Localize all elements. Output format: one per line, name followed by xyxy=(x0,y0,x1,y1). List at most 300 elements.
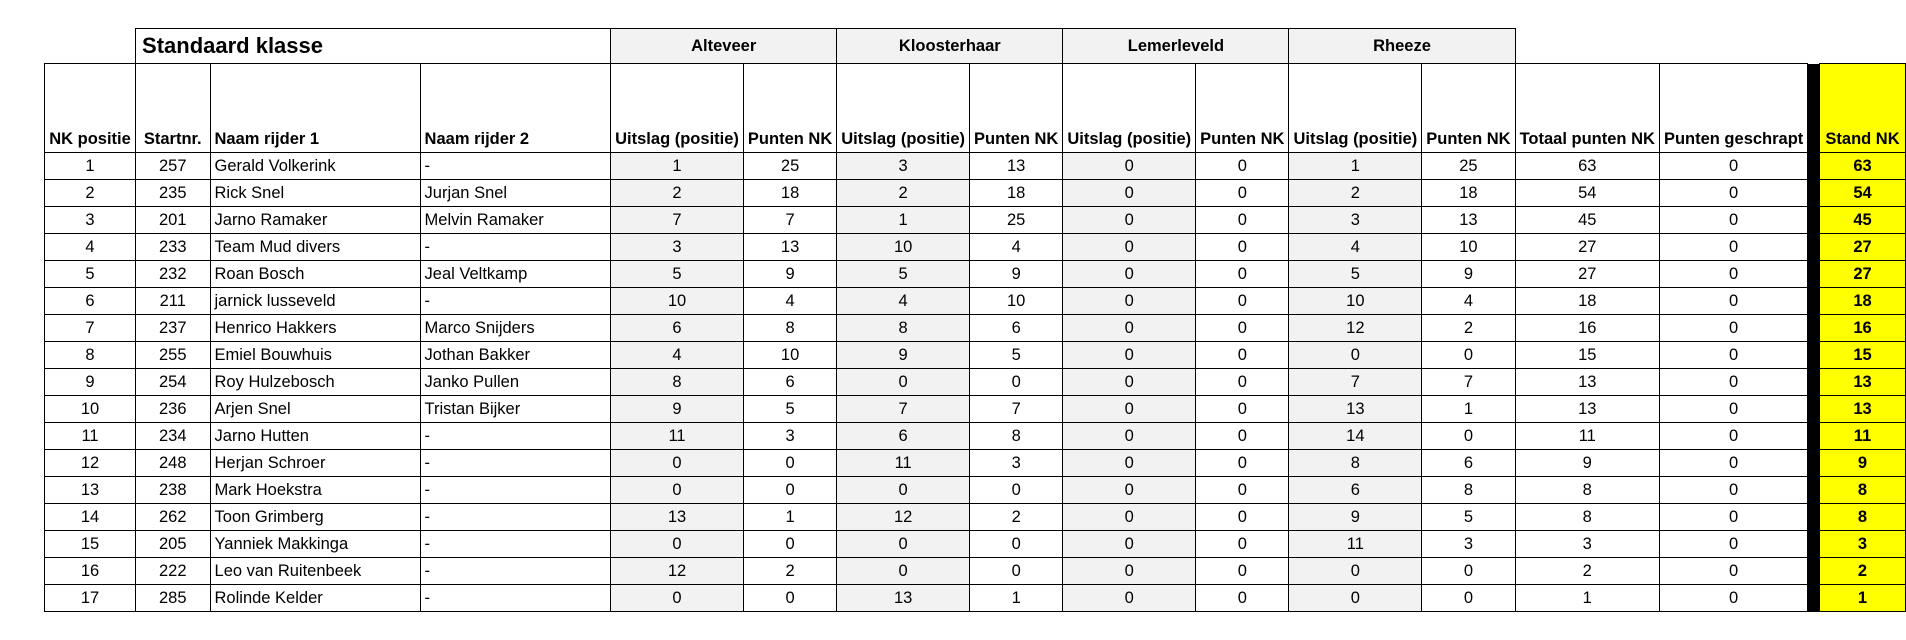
alteveer-punten-cell: 6 xyxy=(743,369,836,396)
rider2-cell: - xyxy=(420,288,611,315)
table-row xyxy=(45,234,1906,261)
rheeze-punten-cell: 9 xyxy=(1422,261,1515,288)
table-row xyxy=(45,450,1906,477)
kloosterhaar-uitslag-cell: 0 xyxy=(837,477,970,504)
rider1-cell: Jarno Hutten xyxy=(210,423,420,450)
kloosterhaar-uitslag-cell: 6 xyxy=(837,423,970,450)
kloosterhaar-punten-cell: 8 xyxy=(970,423,1063,450)
kloosterhaar-punten-cell: 3 xyxy=(970,450,1063,477)
black-divider xyxy=(1808,234,1820,261)
startnr-cell: 205 xyxy=(136,531,211,558)
rheeze-punten-cell: 10 xyxy=(1422,234,1515,261)
rider2-cell: - xyxy=(420,234,611,261)
table-row xyxy=(45,369,1906,396)
rheeze-punten-cell: 5 xyxy=(1422,504,1515,531)
startnr-cell: 211 xyxy=(136,288,211,315)
rider1-cell: Yanniek Makkinga xyxy=(210,531,420,558)
kloosterhaar-uitslag-cell: 11 xyxy=(837,450,970,477)
alteveer-uitslag-cell: 0 xyxy=(611,477,744,504)
black-divider xyxy=(1808,531,1820,558)
header-uitslag: Uitslag (positie) xyxy=(1063,64,1196,153)
rider1-cell: Henrico Hakkers xyxy=(210,315,420,342)
nk-positie-cell: 9 xyxy=(45,369,136,396)
nk-positie-cell: 10 xyxy=(45,396,136,423)
rheeze-uitslag-cell: 8 xyxy=(1289,450,1422,477)
startnr-cell: 255 xyxy=(136,342,211,369)
totaal-cell: 18 xyxy=(1515,288,1659,315)
rider2-cell: Tristan Bijker xyxy=(420,396,611,423)
rheeze-punten-cell: 4 xyxy=(1422,288,1515,315)
table-row xyxy=(45,423,1906,450)
stand-nk-cell: 15 xyxy=(1820,342,1906,369)
lemerleveld-punten-cell: 0 xyxy=(1196,369,1289,396)
table-row xyxy=(45,342,1906,369)
rheeze-uitslag-cell: 3 xyxy=(1289,207,1422,234)
rheeze-punten-cell: 0 xyxy=(1422,558,1515,585)
black-divider xyxy=(1808,369,1820,396)
geschrapt-cell: 0 xyxy=(1659,261,1807,288)
totaal-cell: 27 xyxy=(1515,261,1659,288)
nk-positie-cell: 14 xyxy=(45,504,136,531)
black-divider xyxy=(1808,261,1820,288)
geschrapt-cell: 0 xyxy=(1659,288,1807,315)
alteveer-punten-cell: 0 xyxy=(743,585,836,612)
totaal-cell: 2 xyxy=(1515,558,1659,585)
stand-nk-cell: 45 xyxy=(1820,207,1906,234)
startnr-cell: 234 xyxy=(136,423,211,450)
stand-nk-cell: 13 xyxy=(1820,369,1906,396)
geschrapt-cell: 0 xyxy=(1659,585,1807,612)
totaal-cell: 8 xyxy=(1515,477,1659,504)
rheeze-uitslag-cell: 0 xyxy=(1289,342,1422,369)
geschrapt-cell: 0 xyxy=(1659,207,1807,234)
alteveer-uitslag-cell: 4 xyxy=(611,342,744,369)
alteveer-punten-cell: 0 xyxy=(743,531,836,558)
kloosterhaar-uitslag-cell: 5 xyxy=(837,261,970,288)
rheeze-uitslag-cell: 10 xyxy=(1289,288,1422,315)
rider1-cell: Emiel Bouwhuis xyxy=(210,342,420,369)
black-divider xyxy=(1808,342,1820,369)
rider2-cell: - xyxy=(420,477,611,504)
lemerleveld-uitslag-cell: 0 xyxy=(1063,504,1196,531)
lemerleveld-punten-cell: 0 xyxy=(1196,261,1289,288)
header-rider2: Naam rijder 2 xyxy=(420,64,611,153)
table-row xyxy=(45,207,1906,234)
alteveer-uitslag-cell: 5 xyxy=(611,261,744,288)
stand-nk-cell: 54 xyxy=(1820,180,1906,207)
lemerleveld-uitslag-cell: 0 xyxy=(1063,558,1196,585)
rider2-cell: - xyxy=(420,504,611,531)
lemerleveld-punten-cell: 0 xyxy=(1196,558,1289,585)
lemerleveld-uitslag-cell: 0 xyxy=(1063,396,1196,423)
rider1-cell: jarnick lusseveld xyxy=(210,288,420,315)
black-divider xyxy=(1808,153,1820,180)
kloosterhaar-uitslag-cell: 10 xyxy=(837,234,970,261)
rider2-cell: Jeal Veltkamp xyxy=(420,261,611,288)
rider1-cell: Leo van Ruitenbeek xyxy=(210,558,420,585)
rheeze-punten-cell: 1 xyxy=(1422,396,1515,423)
totaal-cell: 27 xyxy=(1515,234,1659,261)
startnr-cell: 222 xyxy=(136,558,211,585)
geschrapt-cell: 0 xyxy=(1659,396,1807,423)
startnr-cell: 285 xyxy=(136,585,211,612)
startnr-cell: 238 xyxy=(136,477,211,504)
black-divider xyxy=(1808,315,1820,342)
black-divider xyxy=(1808,477,1820,504)
header-punten-nk: Punten NK xyxy=(1196,64,1289,153)
nk-positie-cell: 6 xyxy=(45,288,136,315)
nk-positie-cell: 13 xyxy=(45,477,136,504)
table-row xyxy=(45,153,1906,180)
rheeze-punten-cell: 25 xyxy=(1422,153,1515,180)
totaal-cell: 11 xyxy=(1515,423,1659,450)
black-divider xyxy=(1808,585,1820,612)
rider2-cell: - xyxy=(420,450,611,477)
black-divider xyxy=(1808,423,1820,450)
geschrapt-cell: 0 xyxy=(1659,531,1807,558)
rider1-cell: Mark Hoekstra xyxy=(210,477,420,504)
table-row xyxy=(45,315,1906,342)
alteveer-uitslag-cell: 8 xyxy=(611,369,744,396)
alteveer-uitslag-cell: 12 xyxy=(611,558,744,585)
startnr-cell: 232 xyxy=(136,261,211,288)
totaal-cell: 63 xyxy=(1515,153,1659,180)
lemerleveld-uitslag-cell: 0 xyxy=(1063,423,1196,450)
geschrapt-cell: 0 xyxy=(1659,315,1807,342)
table-row xyxy=(45,558,1906,585)
kloosterhaar-uitslag-cell: 8 xyxy=(837,315,970,342)
rider2-cell: - xyxy=(420,558,611,585)
startnr-cell: 236 xyxy=(136,396,211,423)
stand-nk-cell: 8 xyxy=(1820,504,1906,531)
startnr-cell: 248 xyxy=(136,450,211,477)
rheeze-punten-cell: 0 xyxy=(1422,423,1515,450)
header-uitslag: Uitslag (positie) xyxy=(837,64,970,153)
geschrapt-cell: 0 xyxy=(1659,369,1807,396)
nk-positie-cell: 1 xyxy=(45,153,136,180)
alteveer-punten-cell: 25 xyxy=(743,153,836,180)
rider2-cell: - xyxy=(420,423,611,450)
rheeze-punten-cell: 3 xyxy=(1422,531,1515,558)
geschrapt-cell: 0 xyxy=(1659,180,1807,207)
lemerleveld-uitslag-cell: 0 xyxy=(1063,234,1196,261)
geschrapt-cell: 0 xyxy=(1659,342,1807,369)
alteveer-punten-cell: 10 xyxy=(743,342,836,369)
rheeze-uitslag-cell: 9 xyxy=(1289,504,1422,531)
rheeze-uitslag-cell: 13 xyxy=(1289,396,1422,423)
nk-positie-cell: 3 xyxy=(45,207,136,234)
lemerleveld-punten-cell: 0 xyxy=(1196,531,1289,558)
lemerleveld-uitslag-cell: 0 xyxy=(1063,477,1196,504)
stand-nk-cell: 18 xyxy=(1820,288,1906,315)
nk-positie-cell: 17 xyxy=(45,585,136,612)
alteveer-uitslag-cell: 3 xyxy=(611,234,744,261)
header-row xyxy=(45,64,1906,153)
rider2-cell: Melvin Ramaker xyxy=(420,207,611,234)
totaal-cell: 13 xyxy=(1515,369,1659,396)
kloosterhaar-punten-cell: 13 xyxy=(970,153,1063,180)
lemerleveld-punten-cell: 0 xyxy=(1196,153,1289,180)
geschrapt-cell: 0 xyxy=(1659,450,1807,477)
lemerleveld-punten-cell: 0 xyxy=(1196,585,1289,612)
nk-positie-cell: 11 xyxy=(45,423,136,450)
venue-rheeze: Rheeze xyxy=(1289,29,1515,64)
startnr-cell: 257 xyxy=(136,153,211,180)
geschrapt-cell: 0 xyxy=(1659,423,1807,450)
startnr-cell: 237 xyxy=(136,315,211,342)
rider2-cell: - xyxy=(420,531,611,558)
rheeze-uitslag-cell: 11 xyxy=(1289,531,1422,558)
alteveer-punten-cell: 4 xyxy=(743,288,836,315)
alteveer-punten-cell: 9 xyxy=(743,261,836,288)
totaal-cell: 45 xyxy=(1515,207,1659,234)
rheeze-punten-cell: 13 xyxy=(1422,207,1515,234)
alteveer-punten-cell: 0 xyxy=(743,450,836,477)
totaal-cell: 54 xyxy=(1515,180,1659,207)
lemerleveld-uitslag-cell: 0 xyxy=(1063,585,1196,612)
rider1-cell: Herjan Schroer xyxy=(210,450,420,477)
rheeze-uitslag-cell: 12 xyxy=(1289,315,1422,342)
lemerleveld-uitslag-cell: 0 xyxy=(1063,369,1196,396)
black-divider xyxy=(1808,288,1820,315)
lemerleveld-uitslag-cell: 0 xyxy=(1063,207,1196,234)
kloosterhaar-uitslag-cell: 0 xyxy=(837,369,970,396)
rheeze-uitslag-cell: 5 xyxy=(1289,261,1422,288)
rheeze-uitslag-cell: 4 xyxy=(1289,234,1422,261)
header-startnr: Startnr. xyxy=(136,64,211,153)
alteveer-punten-cell: 0 xyxy=(743,477,836,504)
kloosterhaar-punten-cell: 0 xyxy=(970,531,1063,558)
table-row xyxy=(45,477,1906,504)
kloosterhaar-uitslag-cell: 13 xyxy=(837,585,970,612)
lemerleveld-uitslag-cell: 0 xyxy=(1063,153,1196,180)
table-row xyxy=(45,261,1906,288)
nk-positie-cell: 15 xyxy=(45,531,136,558)
kloosterhaar-uitslag-cell: 9 xyxy=(837,342,970,369)
lemerleveld-uitslag-cell: 0 xyxy=(1063,180,1196,207)
black-divider xyxy=(1808,450,1820,477)
black-divider xyxy=(1808,396,1820,423)
rider2-cell: Janko Pullen xyxy=(420,369,611,396)
rider1-cell: Roan Bosch xyxy=(210,261,420,288)
header-stand: Stand NK xyxy=(1820,64,1906,153)
kloosterhaar-punten-cell: 0 xyxy=(970,369,1063,396)
kloosterhaar-punten-cell: 18 xyxy=(970,180,1063,207)
alteveer-punten-cell: 1 xyxy=(743,504,836,531)
kloosterhaar-punten-cell: 4 xyxy=(970,234,1063,261)
startnr-cell: 262 xyxy=(136,504,211,531)
kloosterhaar-punten-cell: 9 xyxy=(970,261,1063,288)
nk-positie-cell: 8 xyxy=(45,342,136,369)
totaal-cell: 3 xyxy=(1515,531,1659,558)
kloosterhaar-punten-cell: 0 xyxy=(970,477,1063,504)
lemerleveld-uitslag-cell: 0 xyxy=(1063,450,1196,477)
kloosterhaar-punten-cell: 7 xyxy=(970,396,1063,423)
geschrapt-cell: 0 xyxy=(1659,234,1807,261)
rheeze-punten-cell: 8 xyxy=(1422,477,1515,504)
kloosterhaar-uitslag-cell: 0 xyxy=(837,531,970,558)
class-title: Standaard klasse xyxy=(136,29,611,64)
lemerleveld-punten-cell: 0 xyxy=(1196,207,1289,234)
stand-nk-cell: 2 xyxy=(1820,558,1906,585)
rider2-cell: - xyxy=(420,585,611,612)
kloosterhaar-uitslag-cell: 4 xyxy=(837,288,970,315)
lemerleveld-punten-cell: 0 xyxy=(1196,315,1289,342)
header-uitslag: Uitslag (positie) xyxy=(611,64,744,153)
black-divider xyxy=(1808,558,1820,585)
table-row xyxy=(45,504,1906,531)
lemerleveld-punten-cell: 0 xyxy=(1196,234,1289,261)
kloosterhaar-punten-cell: 10 xyxy=(970,288,1063,315)
lemerleveld-punten-cell: 0 xyxy=(1196,396,1289,423)
totaal-cell: 16 xyxy=(1515,315,1659,342)
nk-positie-cell: 2 xyxy=(45,180,136,207)
lemerleveld-uitslag-cell: 0 xyxy=(1063,531,1196,558)
rider2-cell: - xyxy=(420,153,611,180)
kloosterhaar-punten-cell: 1 xyxy=(970,585,1063,612)
rheeze-punten-cell: 0 xyxy=(1422,585,1515,612)
rider1-cell: Arjen Snel xyxy=(210,396,420,423)
geschrapt-cell: 0 xyxy=(1659,477,1807,504)
stand-nk-cell: 63 xyxy=(1820,153,1906,180)
alteveer-uitslag-cell: 0 xyxy=(611,531,744,558)
kloosterhaar-punten-cell: 0 xyxy=(970,558,1063,585)
kloosterhaar-uitslag-cell: 0 xyxy=(837,558,970,585)
startnr-cell: 235 xyxy=(136,180,211,207)
table-row xyxy=(45,180,1906,207)
rheeze-punten-cell: 7 xyxy=(1422,369,1515,396)
lemerleveld-uitslag-cell: 0 xyxy=(1063,261,1196,288)
header-rider1: Naam rijder 1 xyxy=(210,64,420,153)
stand-nk-cell: 27 xyxy=(1820,261,1906,288)
rheeze-uitslag-cell: 7 xyxy=(1289,369,1422,396)
alteveer-uitslag-cell: 0 xyxy=(611,450,744,477)
stand-nk-cell: 1 xyxy=(1820,585,1906,612)
black-divider xyxy=(1808,504,1820,531)
rheeze-punten-cell: 0 xyxy=(1422,342,1515,369)
kloosterhaar-punten-cell: 5 xyxy=(970,342,1063,369)
geschrapt-cell: 0 xyxy=(1659,153,1807,180)
totaal-cell: 1 xyxy=(1515,585,1659,612)
rider1-cell: Gerald Volkerink xyxy=(210,153,420,180)
stand-nk-cell: 13 xyxy=(1820,396,1906,423)
stand-nk-cell: 27 xyxy=(1820,234,1906,261)
lemerleveld-punten-cell: 0 xyxy=(1196,450,1289,477)
black-divider xyxy=(1808,64,1820,153)
nk-positie-cell: 7 xyxy=(45,315,136,342)
stand-nk-cell: 16 xyxy=(1820,315,1906,342)
stand-nk-cell: 3 xyxy=(1820,531,1906,558)
lemerleveld-punten-cell: 0 xyxy=(1196,180,1289,207)
rheeze-uitslag-cell: 6 xyxy=(1289,477,1422,504)
table-row xyxy=(45,531,1906,558)
rider1-cell: Rick Snel xyxy=(210,180,420,207)
geschrapt-cell: 0 xyxy=(1659,558,1807,585)
kloosterhaar-punten-cell: 2 xyxy=(970,504,1063,531)
rider1-cell: Roy Hulzebosch xyxy=(210,369,420,396)
alteveer-punten-cell: 8 xyxy=(743,315,836,342)
alteveer-uitslag-cell: 1 xyxy=(611,153,744,180)
header-punten-nk: Punten NK xyxy=(1422,64,1515,153)
alteveer-uitslag-cell: 10 xyxy=(611,288,744,315)
table-row xyxy=(45,396,1906,423)
startnr-cell: 233 xyxy=(136,234,211,261)
kloosterhaar-uitslag-cell: 7 xyxy=(837,396,970,423)
rheeze-uitslag-cell: 14 xyxy=(1289,423,1422,450)
kloosterhaar-uitslag-cell: 1 xyxy=(837,207,970,234)
standings-table xyxy=(44,28,1906,612)
header-punten-nk: Punten NK xyxy=(970,64,1063,153)
rheeze-punten-cell: 18 xyxy=(1422,180,1515,207)
lemerleveld-punten-cell: 0 xyxy=(1196,423,1289,450)
table-row xyxy=(45,288,1906,315)
header-totaal: Totaal punten NK xyxy=(1515,64,1659,153)
venue-lemerleveld: Lemerleveld xyxy=(1063,29,1289,64)
rider1-cell: Team Mud divers xyxy=(210,234,420,261)
kloosterhaar-punten-cell: 6 xyxy=(970,315,1063,342)
header-punten-nk: Punten NK xyxy=(743,64,836,153)
rheeze-punten-cell: 2 xyxy=(1422,315,1515,342)
rheeze-uitslag-cell: 1 xyxy=(1289,153,1422,180)
geschrapt-cell: 0 xyxy=(1659,504,1807,531)
table-row xyxy=(45,585,1906,612)
alteveer-punten-cell: 13 xyxy=(743,234,836,261)
rheeze-uitslag-cell: 0 xyxy=(1289,585,1422,612)
lemerleveld-uitslag-cell: 0 xyxy=(1063,342,1196,369)
startnr-cell: 201 xyxy=(136,207,211,234)
rider1-cell: Jarno Ramaker xyxy=(210,207,420,234)
rider1-cell: Toon Grimberg xyxy=(210,504,420,531)
rheeze-uitslag-cell: 2 xyxy=(1289,180,1422,207)
lemerleveld-punten-cell: 0 xyxy=(1196,477,1289,504)
rider2-cell: Jurjan Snel xyxy=(420,180,611,207)
kloosterhaar-uitslag-cell: 2 xyxy=(837,180,970,207)
startnr-cell: 254 xyxy=(136,369,211,396)
totaal-cell: 13 xyxy=(1515,396,1659,423)
alteveer-uitslag-cell: 0 xyxy=(611,585,744,612)
standings-sheet xyxy=(44,28,1906,612)
alteveer-punten-cell: 5 xyxy=(743,396,836,423)
title-row xyxy=(45,29,1906,64)
black-divider xyxy=(1808,207,1820,234)
kloosterhaar-uitslag-cell: 3 xyxy=(837,153,970,180)
stand-nk-cell: 8 xyxy=(1820,477,1906,504)
lemerleveld-uitslag-cell: 0 xyxy=(1063,315,1196,342)
alteveer-uitslag-cell: 2 xyxy=(611,180,744,207)
stand-nk-cell: 9 xyxy=(1820,450,1906,477)
nk-positie-cell: 4 xyxy=(45,234,136,261)
alteveer-uitslag-cell: 11 xyxy=(611,423,744,450)
kloosterhaar-uitslag-cell: 12 xyxy=(837,504,970,531)
lemerleveld-punten-cell: 0 xyxy=(1196,504,1289,531)
totaal-cell: 15 xyxy=(1515,342,1659,369)
alteveer-uitslag-cell: 7 xyxy=(611,207,744,234)
black-divider xyxy=(1808,180,1820,207)
rider1-cell: Rolinde Kelder xyxy=(210,585,420,612)
rider2-cell: Jothan Bakker xyxy=(420,342,611,369)
alteveer-uitslag-cell: 9 xyxy=(611,396,744,423)
lemerleveld-uitslag-cell: 0 xyxy=(1063,288,1196,315)
header-geschrapt: Punten geschrapt xyxy=(1659,64,1807,153)
rheeze-uitslag-cell: 0 xyxy=(1289,558,1422,585)
header-nk-positie: NK positie xyxy=(45,64,136,153)
totaal-cell: 8 xyxy=(1515,504,1659,531)
alteveer-punten-cell: 7 xyxy=(743,207,836,234)
alteveer-punten-cell: 18 xyxy=(743,180,836,207)
nk-positie-cell: 12 xyxy=(45,450,136,477)
lemerleveld-punten-cell: 0 xyxy=(1196,342,1289,369)
stand-nk-cell: 11 xyxy=(1820,423,1906,450)
